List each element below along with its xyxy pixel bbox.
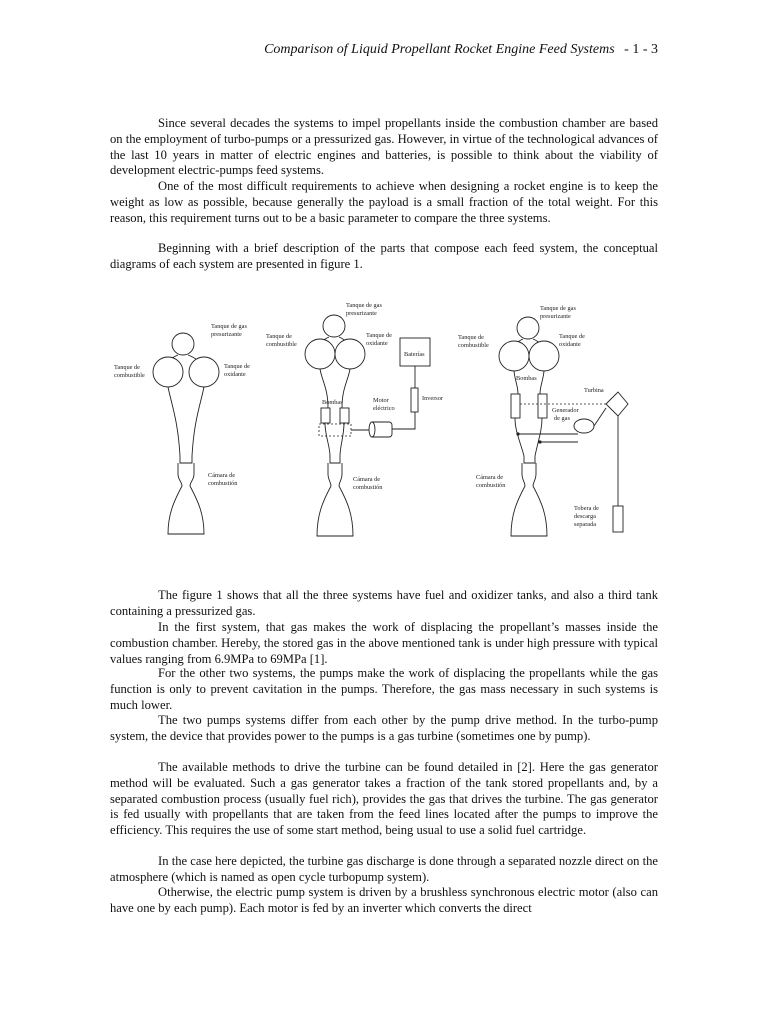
paragraph-gas-generator: The available methods to drive the turbine can be found detailed in [2]. Here the gas generator method will be evaluated. Such a gas generator takes a fraction of the tank stored propellants and, by a separated combustion process (usually fuel rich), provides the gas that drives the turbine. The gas generator is fed usually with propellants that are taken from the feed lines located after the pumps to improve the efficiency. This requires the use of some start method, being usual to use a solid fuel cartridge.: [110, 760, 658, 838]
running-header: [110, 42, 658, 58]
feed-systems-diagram: [108, 296, 660, 546]
s3-junction-2: [538, 440, 541, 443]
s2-injector: [330, 456, 340, 463]
paragraph-intro: Since several decades the systems to impel propellants inside the combustion chamber are based on the employment of turbo-pumps or a pressurized gas. However, in virtue of the technological advances of the last 10 years in matter of electric engines and batteries, is possible to think about the viability of development electric-pumps feed systems.: [110, 116, 658, 178]
s3-fuel-tank-label-2: combustible: [458, 342, 489, 349]
s3-chamber-label: Cámara de: [476, 474, 504, 481]
s2-inverter-line: [392, 412, 415, 429]
page-number: - 1 - 3: [624, 42, 658, 57]
system-pressure-fed: [114, 323, 250, 534]
s3-gas-generator-label: Generador: [552, 407, 579, 414]
s1-gas-tank-label: Tanque de gas: [211, 323, 247, 330]
s2-gas-tank: [323, 315, 345, 337]
s3-gg-to-turbine: [594, 408, 606, 426]
s3-fuel-pump: [511, 394, 520, 418]
s2-fuel-tank-label: Tanque de: [266, 333, 292, 340]
s3-nozzle-label-3: separada: [574, 521, 597, 528]
s3-nozzle-label-2: descarga: [574, 513, 596, 520]
s2-motor-label: Motor: [373, 397, 389, 404]
s2-fuel-tank: [305, 339, 335, 369]
s2-ox-tank-label: Tanque de: [366, 332, 392, 339]
s3-junction-1: [516, 432, 519, 435]
s2-motor-end: [369, 422, 375, 437]
paragraph-first-system: In the first system, that gas makes the work of displacing the propellant’s masses inside the combustion chamber. Hereby, the stored gas in the above mentioned tank is under high pressure with typical values ranging from 6.9MPa to 69MPa [1].: [110, 620, 658, 666]
s2-chamber-label-2: combustión: [353, 484, 383, 491]
s1-chamber-label: Cámara de: [208, 472, 236, 479]
s2-fuel-tank-label-2: combustible: [266, 341, 297, 348]
system-turbopump: [458, 305, 628, 536]
paragraph-pump-drive: The two pumps systems differ from each other by the pump drive method. In the turbo-pump system, the device that provides power to the pumps is a gas turbine (sometimes one by pump).: [110, 713, 658, 743]
paragraph-other-systems: For the other two systems, the pumps make the work of displacing the propellants while the gas function is only to prevent cavitation in the pumps. Therefore, the gas mass necessary in such systems is much lower.: [110, 666, 658, 712]
s3-gas-tank-label: Tanque de gas: [540, 305, 576, 312]
paragraph-open-cycle: In the case here depicted, the turbine gas discharge is done through a separated nozzle direct on the atmosphere (which is named as open cycle turbopump system).: [110, 854, 658, 884]
s2-chamber-label: Cámara de: [353, 476, 381, 483]
s3-turbine: [606, 392, 628, 416]
s3-nozzle-label: Tobera de: [574, 505, 599, 512]
s1-ox-tank: [189, 357, 219, 387]
s3-ox-tank-label: Tanque de: [559, 333, 585, 340]
s1-injector: [180, 456, 192, 463]
s3-turbine-label: Turbina: [584, 387, 604, 394]
s2-pump-housing: [319, 424, 351, 436]
feed-systems-figure: [108, 296, 660, 546]
s2-ox-tank-label-2: oxidante: [366, 340, 388, 347]
s3-ox-tank: [529, 341, 559, 371]
s2-feed-lines-lower: [325, 423, 344, 456]
s3-feed-lines-lower: [515, 418, 542, 456]
s1-chamber: [168, 463, 204, 534]
paragraph-tanks: The figure 1 shows that all the three systems have fuel and oxidizer tanks, and also a third tank containing a pressurized gas.: [110, 588, 658, 618]
s3-fuel-tank-label: Tanque de: [458, 334, 484, 341]
s1-feed-lines: [168, 387, 204, 456]
s2-fuel-pump: [321, 408, 330, 423]
s3-pumps-label: Bombas: [516, 375, 537, 382]
s3-injector: [524, 456, 535, 463]
s2-inverter-label: Inversor: [422, 395, 443, 402]
paragraph-electric-pump: Otherwise, the electric pump system is driven by a brushless synchronous electric motor (also can have one by each pump). Each motor is fed by an inverter which converts the direct: [110, 885, 658, 915]
system-electric-pump: [266, 302, 444, 536]
s3-gas-generator: [574, 419, 594, 433]
s2-gas-tank-label: Tanque de gas: [346, 302, 382, 309]
s3-gas-generator-label-2: de gas: [554, 415, 570, 422]
s3-exhaust-nozzle: [613, 506, 623, 532]
s3-gas-tank: [517, 317, 539, 339]
s1-chamber-label-2: combustión: [208, 480, 238, 487]
s3-gas-tank-label-2: presurizante: [540, 313, 571, 320]
s3-chamber: [511, 463, 547, 536]
s3-chamber-label-2: combustión: [476, 482, 506, 489]
s2-ox-tank: [335, 339, 365, 369]
s1-gas-tank: [172, 333, 194, 355]
s2-inverter: [411, 388, 418, 412]
header-title: Comparison of Liquid Propellant Rocket Engine Feed Systems: [264, 42, 615, 57]
s1-gas-tank-label-2: presurizante: [211, 331, 242, 338]
s2-chamber: [317, 463, 353, 536]
s3-fuel-tank: [499, 341, 529, 371]
s1-fuel-tank: [153, 357, 183, 387]
s1-ox-tank-label: Tanque de: [224, 363, 250, 370]
paragraph-figure-intro: Beginning with a brief description of the parts that compose each feed system, the conceptual diagrams of each system are presented in figure 1.: [110, 241, 658, 271]
s2-ox-pump: [340, 408, 349, 423]
s3-ox-pump: [538, 394, 547, 418]
s3-gg-feed-lines: [518, 434, 578, 442]
s2-gas-tank-label-2: presurizante: [346, 310, 377, 317]
s2-batteries-label: Baterías: [404, 351, 425, 358]
paragraph-weight: One of the most difficult requirements to achieve when designing a rocket engine is to keep the weight as low as possible, because generally the payload is a small fraction of the total weight. For this reason, this requirement turns out to be a basic parameter to compare the three systems.: [110, 179, 658, 225]
s2-pumps-label: Bombas: [322, 399, 343, 406]
s1-fuel-tank-label: Tanque de: [114, 364, 140, 371]
s1-fuel-tank-label-2: combustible: [114, 372, 145, 379]
s2-motor-label-2: eléctrico: [373, 405, 395, 412]
s1-ox-tank-label-2: oxidante: [224, 371, 246, 378]
s3-ox-tank-label-2: oxidante: [559, 341, 581, 348]
